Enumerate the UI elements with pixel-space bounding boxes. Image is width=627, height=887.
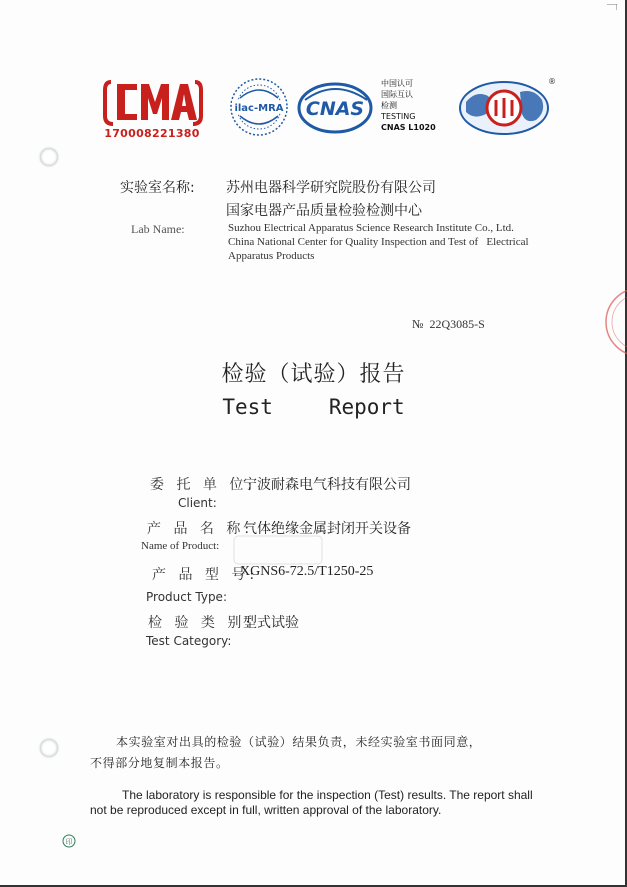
- cnas-accreditation-text: [381, 78, 436, 133]
- product-name-label-cn: 产 品 名 称:: [147, 521, 254, 537]
- ccc-logo-icon: [456, 74, 560, 138]
- product-name-value: 气体绝缘金属封闭开关设备: [243, 521, 411, 537]
- report-title-en: Test Report: [222, 395, 405, 419]
- print-mark-text: 印: [65, 838, 73, 846]
- product-type-label-en: Product Type:: [146, 590, 227, 604]
- client-value: 宁波耐森电气科技有限公司: [243, 477, 411, 493]
- notice-en-line1: The laboratory is responsible for the inspection (Test) results. The report shall: [122, 788, 533, 802]
- notice-cn-line2: 不得部分地复制本报告。: [90, 756, 229, 770]
- client-label-cn: 委 托 单 位:: [150, 477, 257, 493]
- red-seal-edge-icon: [598, 282, 627, 362]
- ilac-mra-logo-icon: [226, 76, 292, 138]
- notice-en-line2: not be reproduced except in full, written approval of the laboratory.: [90, 803, 442, 817]
- product-type-value: XGNS6-72.5/T1250-25: [240, 564, 374, 579]
- corner-tick-mark: [607, 4, 617, 10]
- client-label-en: Client:: [178, 496, 217, 510]
- binder-hole-top: [40, 148, 58, 166]
- lab-name-label-en: Lab Name:: [131, 222, 185, 236]
- lab-name-label-cn: 实验室名称:: [120, 180, 195, 196]
- cma-certificate-number: 170008221380: [104, 127, 200, 140]
- lab-name-en-line1: Suzhou Electrical Apparatus Science Research Institute Co., Ltd.: [228, 222, 514, 234]
- cnas-text-line5: CNAS L1020: [381, 123, 436, 132]
- report-number: № 22Q3085-S: [412, 317, 485, 331]
- svg-text:®: ®: [548, 77, 556, 86]
- lab-name-cn-line2: 国家电器产品质量检验检测中心: [226, 203, 422, 219]
- cnas-logo-icon: [297, 82, 373, 134]
- notice-cn-line1: 本实验室对出具的检验（试验）结果负责，未经实验室书面同意，: [116, 735, 482, 749]
- print-mark-icon: [62, 834, 76, 848]
- cnas-text-line4: TESTING: [381, 112, 416, 121]
- test-category-label-cn: 检 验 类 别:: [148, 615, 255, 631]
- svg-text:ilac-MRA: ilac-MRA: [234, 103, 284, 114]
- test-category-value: 型式试验: [243, 615, 299, 631]
- report-title-cn: 检验（试验）报告: [221, 362, 406, 387]
- cnas-text-line2: 国际互认: [381, 90, 413, 99]
- lab-name-en-line2: China National Center for Quality Inspection and Test of Electrical: [228, 236, 529, 248]
- binder-hole-bottom: [40, 739, 58, 757]
- lab-name-en-line3: Apparatus Products: [228, 250, 315, 262]
- product-name-label-en: Name of Product:: [141, 540, 220, 552]
- lab-name-cn-line1: 苏州电器科学研究院股份有限公司: [226, 180, 436, 196]
- cnas-text-line3: 检测: [381, 101, 397, 110]
- svg-text:CNAS: CNAS: [305, 98, 365, 120]
- product-type-label-cn: 产 品 型 号:: [152, 567, 259, 583]
- cnas-text-line1: 中国认可: [381, 79, 413, 88]
- test-category-label-en: Test Category:: [146, 634, 232, 648]
